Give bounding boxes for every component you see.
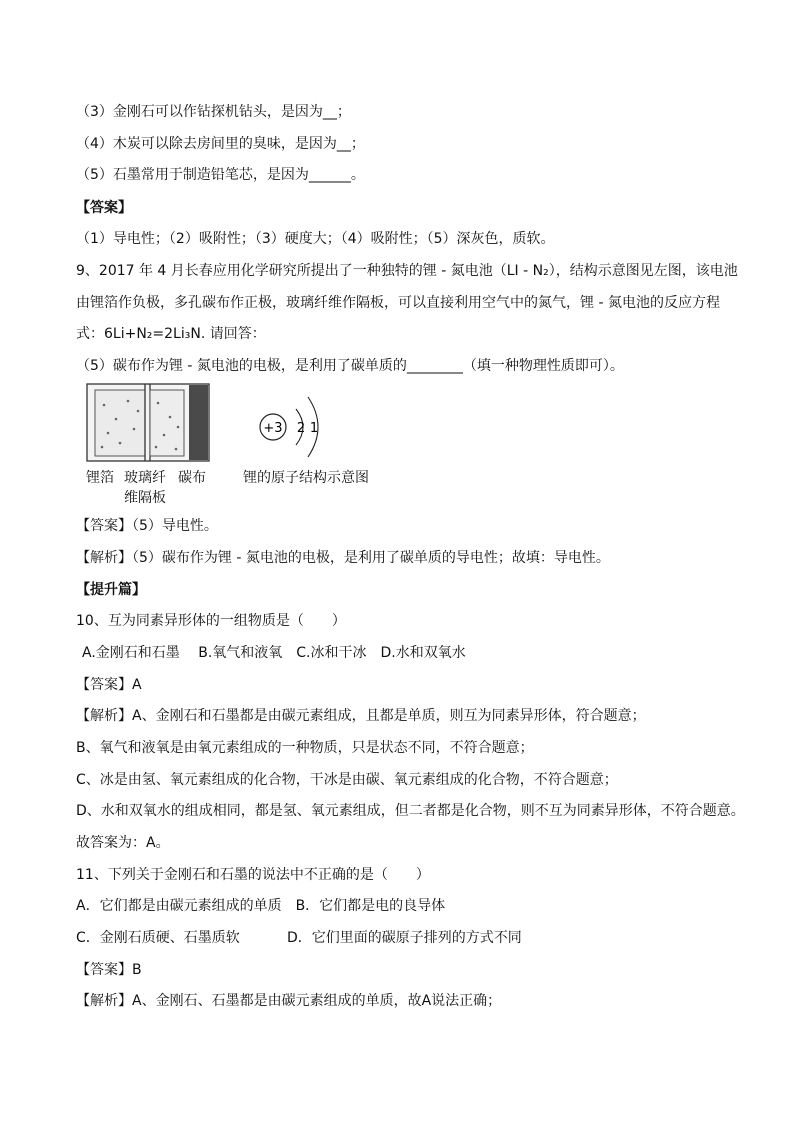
question-3: （3）金刚石可以作钻探机钻头，是因为__； xyxy=(76,104,351,120)
question-11: 11、下列关于金刚石和石墨的说法中不正确的是（ ） xyxy=(76,867,430,883)
caption-glass-fiber-1: 玻璃纤 xyxy=(124,470,166,486)
caption-lithium-foil: 锂箔 xyxy=(86,470,114,486)
atom-shell1-electrons: 2 xyxy=(296,421,306,436)
question-5: （5）石墨常用于制造铅笔芯，是因为______。 xyxy=(76,167,365,183)
caption-glass-fiber-2: 维隔板 xyxy=(124,490,166,506)
question-9-line3: 式：6Li+N₂=2Li₃N. 请回答： xyxy=(76,326,266,342)
question-9-line2: 由锂箔作负极，多孔碳布作正极，玻璃纤维作隔板，可以直接利用空气中的氮气，锂 - 氮电池的反应方程 xyxy=(76,295,720,311)
analysis-10-c: C、冰是由氢、氧元素组成的化合物，干冰是由碳、氧元素组成的化合物，不符合题意； xyxy=(76,772,618,788)
answer-10: 【答案】A xyxy=(76,677,142,693)
answer-11: 【答案】B xyxy=(76,962,142,978)
answer-9: 【答案】（5）导电性。 xyxy=(76,518,218,534)
question-11-options-ab: A．它们都是由碳元素组成的单质 B．它们都是电的良导体 xyxy=(76,898,446,914)
atom-shell2-electrons: 1 xyxy=(309,421,319,436)
question-4: （4）木炭可以除去房间里的臭味，是因为__； xyxy=(76,136,365,152)
section-heading: 【提升篇】 xyxy=(76,582,146,598)
caption-carbon-cloth: 碳布 xyxy=(178,470,206,486)
lithium-atom-diagram xyxy=(256,393,336,461)
answer-text: （1）导电性；（2）吸附性；（3）硬度大；（4）吸附性；（5）深灰色，质软。 xyxy=(76,231,555,247)
question-9-line1: 9、2017 年 4 月长春应用化学研究所提出了一种独特的锂 - 氮电池（LI - N₂），结构示意图见左图，该电池 xyxy=(76,263,738,279)
question-10-options: A.金刚石和石墨 B.氧气和液氧 C.冰和干冰 D.水和双氧水 xyxy=(82,645,466,661)
analysis-10-conclusion: 故答案为：A。 xyxy=(76,835,170,851)
analysis-10-d: D、水和双氧水的组成相同，都是氢、氧元素组成，但二者都是化合物，则不互为同素异形体，不符合题意。 xyxy=(76,803,745,819)
analysis-10-b: B、氧气和液氧是由氧元素组成的一种物质，只是状态不同，不符合题意； xyxy=(76,740,534,756)
analysis-9: 【解析】（5）碳布作为锂 - 氮电池的电极，是利用了碳单质的导电性；故填：导电性。 xyxy=(76,550,610,566)
answer-label: 【答案】 xyxy=(76,200,132,216)
atom-nucleus-label: +3 xyxy=(263,421,283,436)
question-9-sub5: （5）碳布作为锂 - 氮电池的电极，是利用了碳单质的________（填一种物理性质即可）。 xyxy=(76,358,624,374)
analysis-10-a: 【解析】A、金刚石和石墨都是由碳元素组成，且都是单质，则互为同素异形体，符合题意； xyxy=(76,708,646,724)
question-10: 10、互为同素异形体的一组物质是（ ） xyxy=(76,613,346,629)
battery-diagram xyxy=(86,383,211,463)
analysis-11-a: 【解析】A、金刚石、石墨都是由碳元素组成的单质，故A说法正确； xyxy=(76,993,502,1009)
question-11-option-c: C．金刚石质硬、石墨质软 xyxy=(76,930,240,946)
question-11-option-d: D．它们里面的碳原子排列的方式不同 xyxy=(287,930,522,946)
caption-atom-structure: 锂的原子结构示意图 xyxy=(243,470,369,486)
